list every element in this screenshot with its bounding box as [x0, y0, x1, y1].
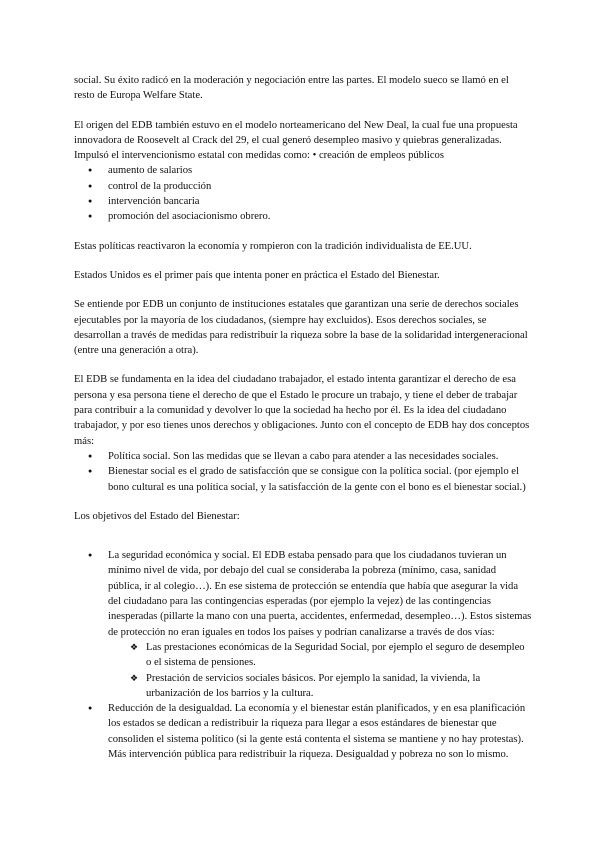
sub-list-item: ❖ Las prestaciones económicas de la Seguridad Social, por ejemplo el seguro de desempleo o el sistema de pensiones. [74, 640, 532, 671]
objective-item [74, 548, 532, 701]
list-item: ● Política social. Son las medidas que se llevan a cabo para atender a las necesidades sociales. [74, 449, 532, 464]
section-heading-objectives: Los objetivos del Estado del Bienestar: [74, 510, 240, 522]
paragraph-reactivation: Estas políticas reactivaron la economía y rompieron con la tradición individualista de EE.UU. [74, 240, 472, 252]
objectives-list [74, 548, 532, 762]
list-item: ● Bienestar social es el grado de satisfacción que se consigue con la política social. (por ejemplo el bono cultural es una política social, y la satisfacción de la gente con el bono es el bienestar social.) [74, 464, 532, 495]
list-item: ● aumento de salarios [74, 163, 532, 178]
paragraph-usa: Estados Unidos es el primer país que intenta poner en práctica el Estado del Bienestar. [74, 269, 440, 281]
objective-text: Reducción de la desigualdad. La economía y el bienestar están planificados, y en esa planificación los estados se dedican a redistribuir la riqueza para llegar a esos estándares de bienestar que consoliden el sistema político (si la gente está contenta el sistema se mantiene y no hay protestas). Más intervención pública para redistribuir la riqueza. Desigualdad y pobreza no son lo mismo. [108, 703, 526, 760]
list-item: ● promoción del asociacionismo obrero. [74, 209, 532, 224]
list-item: ● intervención bancaria [74, 194, 532, 209]
concepts-list [74, 449, 532, 495]
list-item: ● control de la producción [74, 179, 532, 194]
paragraph-edb-definition: Se entiende por EDB un conjunto de instituciones estatales que garantizan una serie de derechos sociales ejecutables por la mayoría de los ciudadanos, (siempre hay excluidos). Esos derechos sociales, se desarrollan a través de medidas para redistribuir la riqueza sobre la base de la solidaridad intergeneracional (entre una generación a otra). [74, 299, 528, 357]
document-page [74, 73, 532, 762]
protection-routes-list [74, 640, 532, 701]
objective-item [74, 701, 532, 762]
measures-list [74, 163, 532, 224]
objective-text: La seguridad económica y social. El EDB estaba pensado para que los ciudadanos tuvieran un mínimo nivel de vida, por debajo del cual se consideraba la pobreza (mínimo, casa, sanidad pública, ir al colegio…). En ese sistema de protección se entendía que había que asegurar la vida del ciudadano para las contingencias esperadas (por ejemplo la vejez) de las contingencias inesperadas (pillarte la mano con una puerta, accidentes, enfermedad, desempleo…). Estos sistemas de protección no eran iguales en todos los países y podrían canalizarse a través de dos vías: [108, 550, 532, 638]
paragraph-new-deal: El origen del EDB también estuvo en el modelo norteamericano del New Deal, la cual fue una propuesta innovadora de Roosevelt al Crack del 29, el cual generó desempleo masivo y quiebras generalizadas. Impulsó el intervencionismo estatal con medidas como: • creación de empleos públicos [74, 119, 518, 162]
paragraph-citizen-worker: El EDB se fundamenta en la idea del ciudadano trabajador, el estado intenta garantizar el derecho de esa persona y esa persona tiene el derecho de que el Estado le procure un trabajo, y tiene el deber de trabajar para contribuir a la comunidad y devolver lo que la sociedad ha hecho por él. Es la idea del ciudadano trabajador, y por eso tienes unos derechos y obligaciones. Junto con el concepto de EDB hay dos conceptos más: [74, 374, 530, 447]
paragraph-intro: social. Su éxito radicó en la moderación y negociación entre las partes. El modelo sueco se llamó en el resto de Europa Welfare State. [74, 75, 509, 102]
sub-list-item: ❖ Prestación de servicios sociales básicos. Por ejemplo la sanidad, la vivienda, la urbanización de los barrios y la cultura. [74, 671, 532, 702]
